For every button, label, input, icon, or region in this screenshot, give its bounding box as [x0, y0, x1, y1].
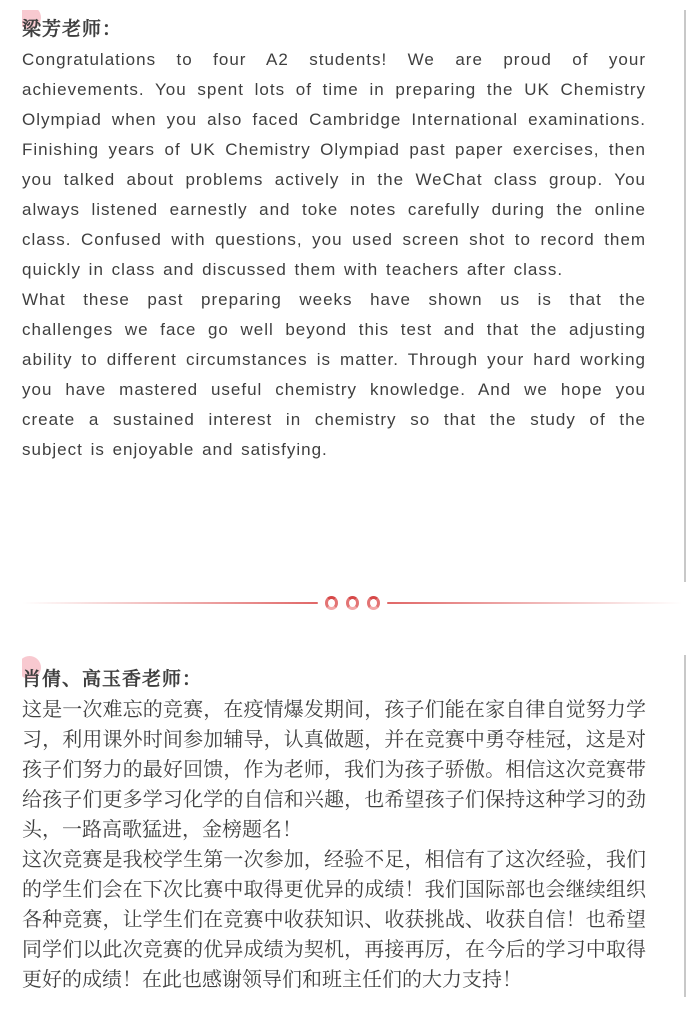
paragraph: Congratulations to four A2 students! We are proud of your achievements. You spent lots of time in preparing the UK Chemistry Olympiad when you also faced Cambridge International examinations. Finishing years of UK Chemistry Olympiad past paper exercises, then you talked about problems actively in the WeChat class group. You always listened earnestly and toke notes carefully during the online class. Confused with questions, you used screen shot to record them quickly in class and discussed them with teachers after class. [22, 50, 646, 279]
section-divider [22, 595, 682, 611]
paragraph: 这次竞赛是我校学生第一次参加，经验不足，相信有了这次经验，我们的学生们会在下次比赛中取得更优异的成绩！我们国际部也会继续组织各种竞赛，让学生们在竞赛中收获知识、收获挑战、收获自信！也希望同学们以此次竞赛的优异成绩为契机，再接再厉，在今后的学习中取得更好的成绩！在此也感谢领导们和班主任们的大力支持！ [22, 849, 646, 991]
ring-icon [346, 596, 359, 610]
divider-line-right [387, 602, 683, 604]
teacher-name-heading [22, 665, 646, 695]
teacher-name: 梁芳老师： [22, 19, 123, 40]
ring-icon [367, 596, 380, 610]
teacher-comment-section-1 [22, 10, 686, 582]
paragraph: What these past preparing weeks have shown us is that the challenges we face go well beyond this test and that the adjusting ability to different circumstances is matter. Through your hard working you have mastered useful chemistry knowledge. And we hope you create a sustained interest in chemistry so that the study of the subject is enjoyable and satisfying. [22, 290, 646, 459]
teacher-name: 肖倩、高玉香老师： [22, 669, 203, 690]
divider-line-left [22, 602, 318, 604]
article-page [0, 10, 700, 997]
paragraph: 这是一次难忘的竞赛，在疫情爆发期间，孩子们能在家自律自觉努力学习，利用课外时间参加辅导，认真做题，并在竞赛中勇夺桂冠，这是对孩子们努力的最好回馈，作为老师，我们为孩子骄傲。相信这次竞赛带给孩子们更多学习化学的自信和兴趣，也希望孩子们保持这种学习的劲头，一路高歌猛进，金榜题名！ [22, 699, 646, 841]
divider-rings [325, 596, 380, 610]
teacher-name-heading [22, 15, 646, 45]
ring-icon [325, 596, 338, 610]
teacher-comment-section-2 [22, 655, 686, 997]
